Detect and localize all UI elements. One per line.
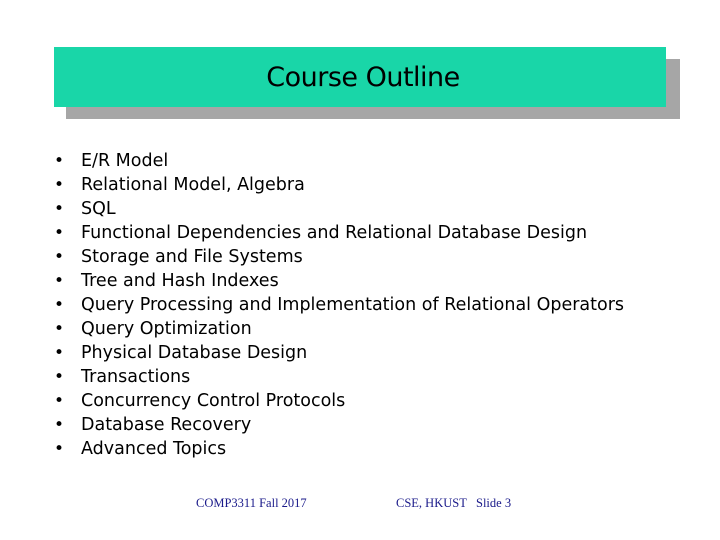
bullet-marker: • bbox=[54, 367, 65, 387]
list-item bbox=[54, 317, 624, 341]
list-item-text: Query Optimization bbox=[81, 319, 252, 339]
list-item bbox=[54, 245, 624, 269]
list-item-text: Physical Database Design bbox=[81, 343, 308, 363]
bullet-marker: • bbox=[54, 175, 65, 195]
list-item-text: Concurrency Control Protocols bbox=[81, 391, 346, 411]
outline-list bbox=[54, 149, 624, 461]
list-item-text: E/R Model bbox=[81, 151, 169, 171]
slide-title: Course Outline bbox=[266, 61, 460, 93]
list-item bbox=[54, 221, 624, 245]
bullet-marker: • bbox=[54, 271, 65, 291]
bullet-marker: • bbox=[54, 319, 65, 339]
bullet-marker: • bbox=[54, 151, 65, 171]
list-item bbox=[54, 293, 624, 317]
list-item-text: Relational Model, Algebra bbox=[81, 175, 305, 195]
list-item bbox=[54, 437, 624, 461]
title-banner bbox=[54, 47, 666, 107]
footer-course: COMP3311 Fall 2017 bbox=[196, 496, 307, 510]
list-item bbox=[54, 413, 624, 437]
bullet-marker: • bbox=[54, 223, 65, 243]
list-item-text: Advanced Topics bbox=[81, 439, 227, 459]
footer-slide-info: CSE, HKUST Slide 3 bbox=[396, 496, 512, 510]
bullet-marker: • bbox=[54, 199, 65, 219]
list-item-text: Database Recovery bbox=[81, 415, 252, 435]
list-item-text: SQL bbox=[81, 199, 116, 219]
list-item bbox=[54, 269, 624, 293]
list-item bbox=[54, 173, 624, 197]
list-item bbox=[54, 341, 624, 365]
list-item bbox=[54, 365, 624, 389]
bullet-marker: • bbox=[54, 247, 65, 267]
list-item-text: Storage and File Systems bbox=[81, 247, 303, 267]
bullet-marker: • bbox=[54, 439, 65, 459]
bullet-marker: • bbox=[54, 391, 65, 411]
bullet-marker: • bbox=[54, 295, 65, 315]
bullet-marker: • bbox=[54, 415, 65, 435]
list-item bbox=[54, 389, 624, 413]
list-item-text: Functional Dependencies and Relational Database Design bbox=[81, 223, 588, 243]
list-item-text: Tree and Hash Indexes bbox=[81, 271, 279, 291]
list-item bbox=[54, 197, 624, 221]
list-item-text: Transactions bbox=[81, 367, 191, 387]
list-item bbox=[54, 149, 624, 173]
bullet-marker: • bbox=[54, 343, 65, 363]
list-item-text: Query Processing and Implementation of Relational Operators bbox=[81, 295, 625, 315]
